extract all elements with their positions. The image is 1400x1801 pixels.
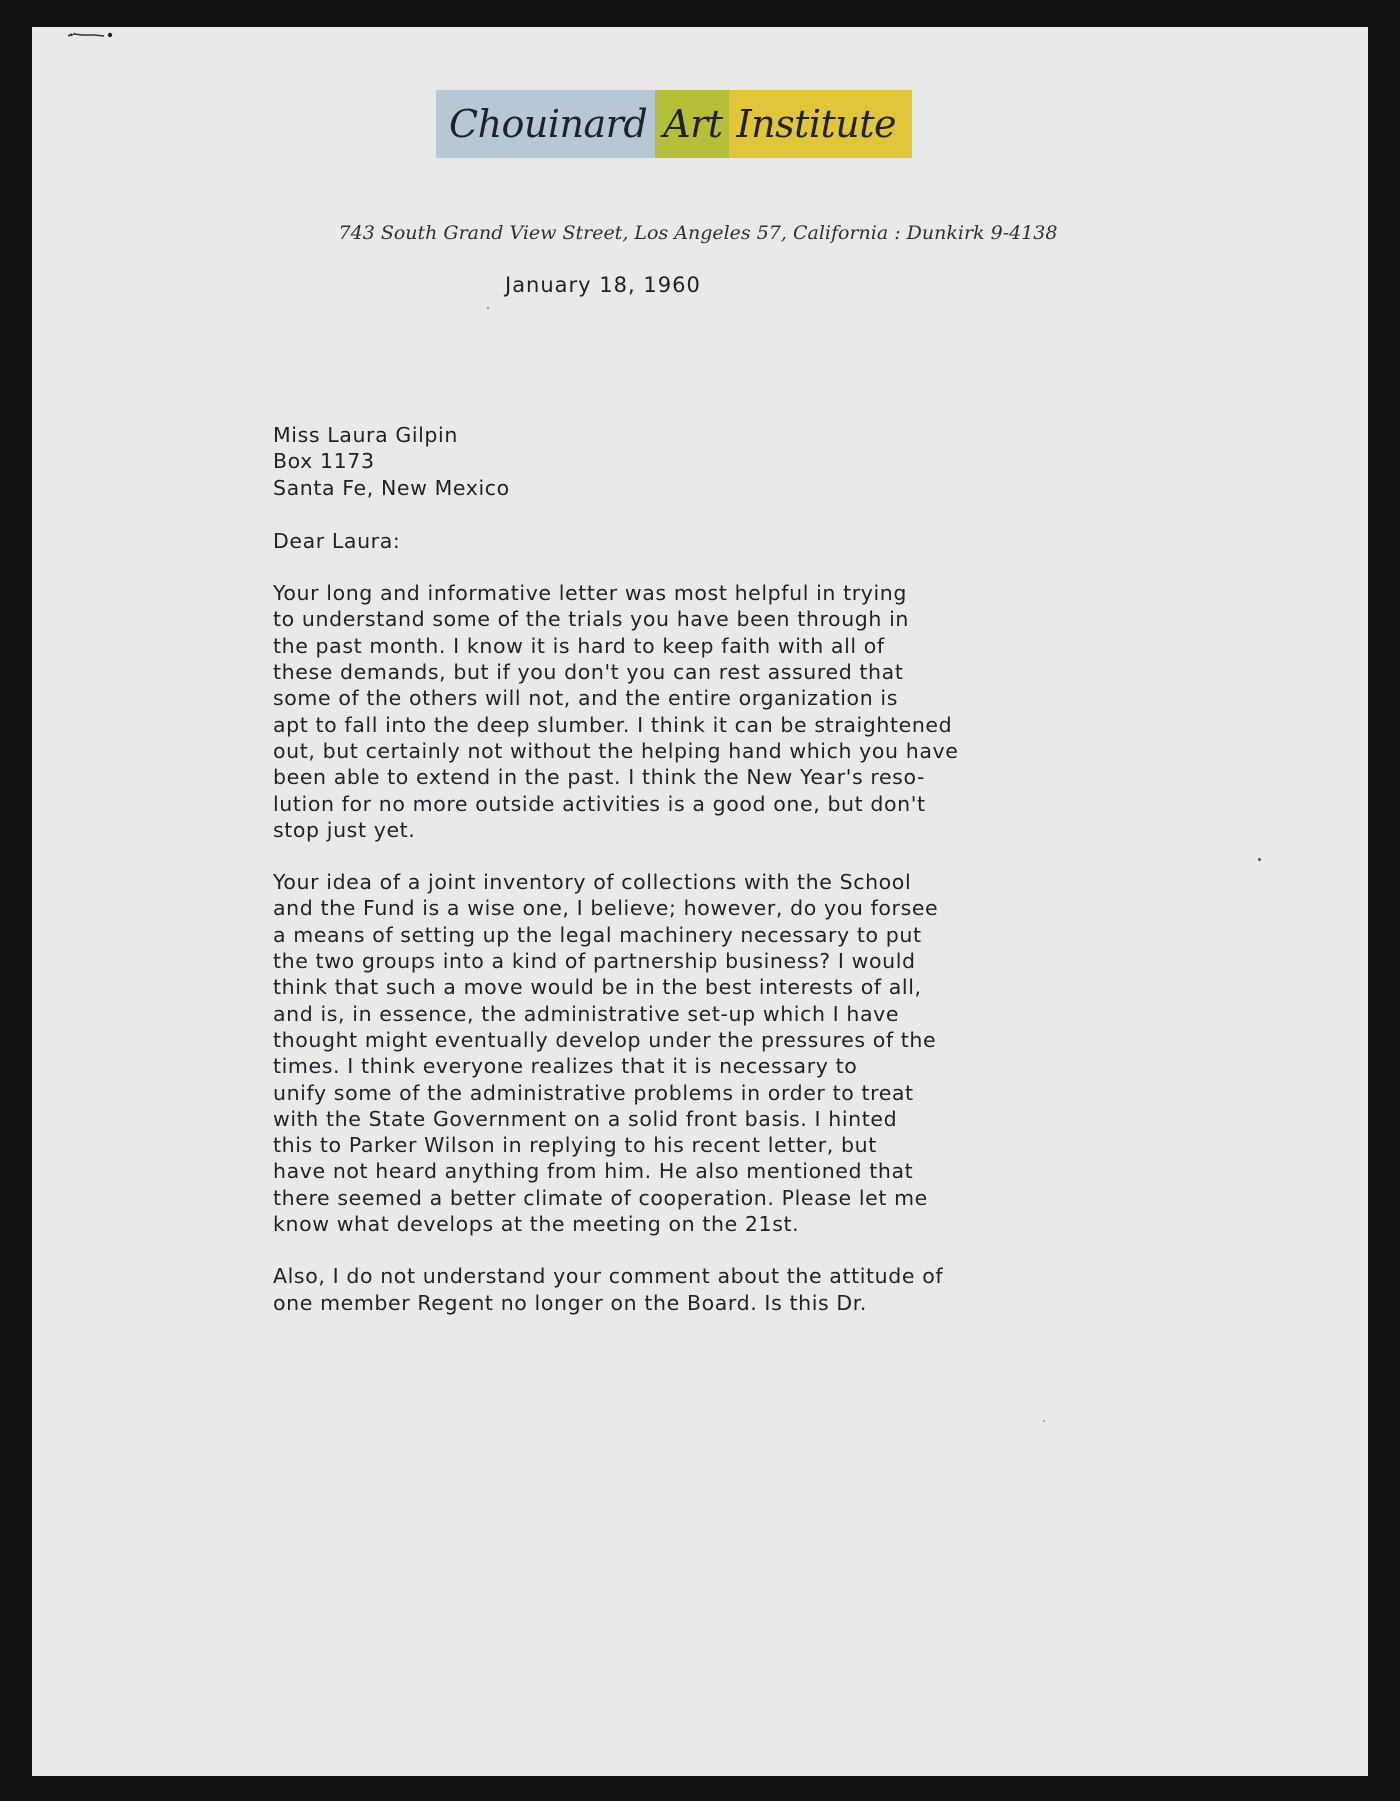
recipient-line: Santa Fe, New Mexico <box>273 475 510 500</box>
paragraph-line: one member Regent no longer on the Board. Is this Dr. <box>273 1290 868 1315</box>
paragraph-line: the two groups into a kind of partnership business? I would <box>273 949 916 974</box>
letter-body <box>273 422 1273 1316</box>
paragraph-2 <box>273 869 1273 1237</box>
paragraph-line: some of the others will not, and the entire organization is <box>273 686 898 711</box>
letter-date: January 18, 1960 <box>505 273 701 297</box>
paragraph-line: a means of setting up the legal machinery necessary to put <box>273 922 922 947</box>
recipient-line: Box 1173 <box>273 449 375 474</box>
paragraph-line: the past month. I know it is hard to keep faith with all of <box>273 633 885 658</box>
letterhead-address: 743 South Grand View Street, Los Angeles 57, California : Dunkirk 9-4138 <box>338 222 1058 244</box>
paragraph-line: thought might eventually develop under the pressures of the <box>273 1027 937 1052</box>
paper-speck <box>487 307 489 309</box>
paragraph-line: Your idea of a joint inventory of collections with the School <box>273 870 912 895</box>
paragraph-line: with the State Government on a solid front basis. I hinted <box>273 1106 898 1131</box>
paragraph-line: Your long and informative letter was most helpful in trying <box>273 581 908 606</box>
paragraph-line: think that such a move would be in the best interests of all, <box>273 975 922 1000</box>
paragraph-line: times. I think everyone realizes that it is necessary to <box>273 1054 858 1079</box>
paragraph-1 <box>273 580 1273 843</box>
paragraph-line: have not heard anything from him. He also mentioned that <box>273 1159 914 1184</box>
paper-speck <box>1258 858 1261 861</box>
paragraph-line: been able to extend in the past. I think the New Year's reso- <box>273 765 925 790</box>
paragraph-line: and is, in essence, the administrative set-up which I have <box>273 1001 900 1026</box>
paragraph-line: out, but certainly not without the helping hand which you have <box>273 738 959 763</box>
letterhead-logo <box>436 90 912 158</box>
paragraph-3 <box>273 1263 1273 1316</box>
corner-pencil-mark <box>44 28 124 42</box>
paragraph-line: apt to fall into the deep slumber. I think it can be straightened <box>273 712 953 737</box>
paper-speck <box>1043 1420 1045 1422</box>
paragraph-line: stop just yet. <box>273 817 416 842</box>
recipient-line: Miss Laura Gilpin <box>273 423 458 447</box>
recipient-address <box>273 422 1273 501</box>
paragraph-line: and the Fund is a wise one, I believe; however, do you forsee <box>273 896 939 921</box>
paragraph-line: know what develops at the meeting on the 21st. <box>273 1212 800 1237</box>
paragraph-line: these demands, but if you don't you can rest assured that <box>273 660 904 685</box>
letterhead-word-2: Art <box>655 90 728 158</box>
letterhead-word-3: Institute <box>729 90 912 158</box>
salutation: Dear Laura: <box>273 528 401 553</box>
paragraph-line: lution for no more outside activities is a good one, but don't <box>273 791 926 816</box>
paragraph-line: unify some of the administrative problems in order to treat <box>273 1080 914 1105</box>
paragraph-line: there seemed a better climate of cooperation. Please let me <box>273 1185 928 1210</box>
letterhead-word-1: Chouinard <box>436 90 655 158</box>
salutation-block <box>273 528 1273 554</box>
paragraph-line: this to Parker Wilson in replying to his recent letter, but <box>273 1133 877 1158</box>
paragraph-line: Also, I do not understand your comment about the attitude of <box>273 1264 944 1289</box>
paragraph-line: to understand some of the trials you have been through in <box>273 607 910 632</box>
